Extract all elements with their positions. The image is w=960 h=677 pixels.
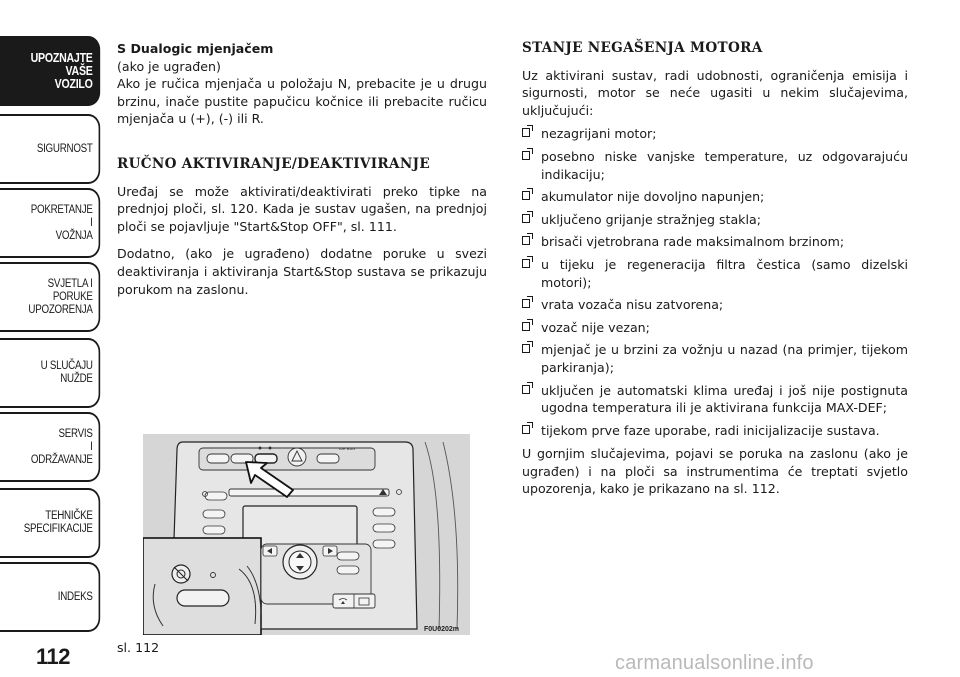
left-column <box>117 40 487 308</box>
dualogic-title: S Dualogic mjenjačem <box>117 41 274 56</box>
checkbox-bullet-icon <box>522 128 530 137</box>
checkbox-bullet-icon <box>522 214 530 223</box>
checkbox-bullet-icon <box>522 322 530 331</box>
list-item: u tijeku je regeneracija filtra čestica (samo dizelski motori); <box>522 256 908 291</box>
list-item: mjenjač je u brzini za vožnju u nazad (na primjer, tijekom parkiranja); <box>522 341 908 376</box>
checkbox-bullet-icon <box>522 191 530 200</box>
checkbox-bullet-icon <box>522 236 530 245</box>
tab-sigurnost[interactable]: SIGURNOST <box>0 114 100 184</box>
tab-tehnicke-specifikacije[interactable]: TEHNIČKE SPECIFIKACIJE <box>0 488 100 558</box>
checkbox-bullet-icon <box>522 299 530 308</box>
dualogic-subtitle: (ako je ugrađen) <box>117 58 221 74</box>
checkbox-bullet-icon <box>522 259 530 268</box>
manual-paragraph-1: Uređaj se može aktivirati/deaktivirati preko tipke na prednjoj ploči, sl. 120. Kada je sustav ugašen, na prednjoj ploči se pojavljuje "Start&Stop OFF", sl. 111. <box>117 183 487 234</box>
list-item: nezagrijani motor; <box>522 125 908 143</box>
tab-u-slucaju-nuzde[interactable]: U SLUČAJU NUŽDE <box>0 338 100 408</box>
airbag-button-label: AIR BAG <box>339 446 356 451</box>
checkbox-bullet-icon <box>522 385 530 394</box>
list-item: uključeno grijanje stražnjeg stakla; <box>522 211 908 229</box>
section-heading-manual: RUČNO AKTIVIRANJE/DEAKTIVIRANJE <box>117 155 430 172</box>
list-item: uključen je automatski klima uređaj i još nije postignuta ugodna temperatura ili je aktivirana funkcija MAX-DEF; <box>522 382 908 417</box>
checkbox-bullet-icon <box>522 344 530 353</box>
section-heading-engine: STANJE NEGAŠENJA MOTORA <box>522 40 763 56</box>
list-item: tijekom prve faze uporabe, radi inicijalizacije sustava. <box>522 422 908 440</box>
list-item: vozač nije vezan; <box>522 319 908 337</box>
checkbox-bullet-icon <box>522 151 530 160</box>
condition-list <box>522 125 908 439</box>
right-column <box>522 40 908 508</box>
dualogic-text: Ako je ručica mjenjača u položaju N, prebacite je u drugu brzinu, inače pustite papučicu kočnice ili prebacite ručicu mjenjača u (+), (-) ili R. <box>117 76 487 127</box>
list-item: brisači vjetrobrana rade maksimalnom brzinom; <box>522 233 908 251</box>
list-item: akumulator nije dovoljno napunjen; <box>522 188 908 206</box>
checkbox-bullet-icon <box>522 425 530 434</box>
dashboard-illustration <box>143 434 470 635</box>
center-console-drawing <box>143 434 470 635</box>
engine-closing: U gornjim slučajevima, pojavi se poruka na zaslonu (ako je ugrađen) i na ploči sa instrumentima će treptati svjetlo upozorenja, kako je prikazano na sl. 112. <box>522 446 908 497</box>
tab-servis-i-odrzavanje[interactable]: SERVIS I ODRŽAVANJE <box>0 412 100 482</box>
watermark: carmanualsonline.info <box>615 652 814 674</box>
tab-upoznajte-vase-vozilo[interactable]: UPOZNAJTE VAŠE VOZILO <box>0 36 100 106</box>
figure-code: F0U0202m <box>424 626 460 633</box>
manual-paragraph-2: Dodatno, (ako je ugrađeno) dodatne poruke u svezi deaktiviranja i aktiviranja Start&Stop sustava se prikazuju porukom na zaslonu. <box>117 246 487 297</box>
engine-intro: Uz aktivirani sustav, radi udobnosti, ograničenja emisija i sigurnosti, motor se neće ugasiti u nekim slučajevima, uključujući: <box>522 67 908 118</box>
tab-indeks[interactable]: INDEKS <box>0 562 100 632</box>
list-item: posebno niske vanjske temperature, uz odgovarajuću indikaciju; <box>522 148 908 183</box>
list-item: vrata vozača nisu zatvorena; <box>522 296 908 314</box>
figure-caption: sl. 112 <box>117 640 160 655</box>
page-number: 112 <box>36 644 70 669</box>
tab-pokretanje-i-voznja[interactable]: POKRETANJE I VOŽNJA <box>0 188 100 258</box>
tab-svjetla-i-poruke[interactable]: SVJETLA I PORUKE UPOZORENJA <box>0 262 100 332</box>
